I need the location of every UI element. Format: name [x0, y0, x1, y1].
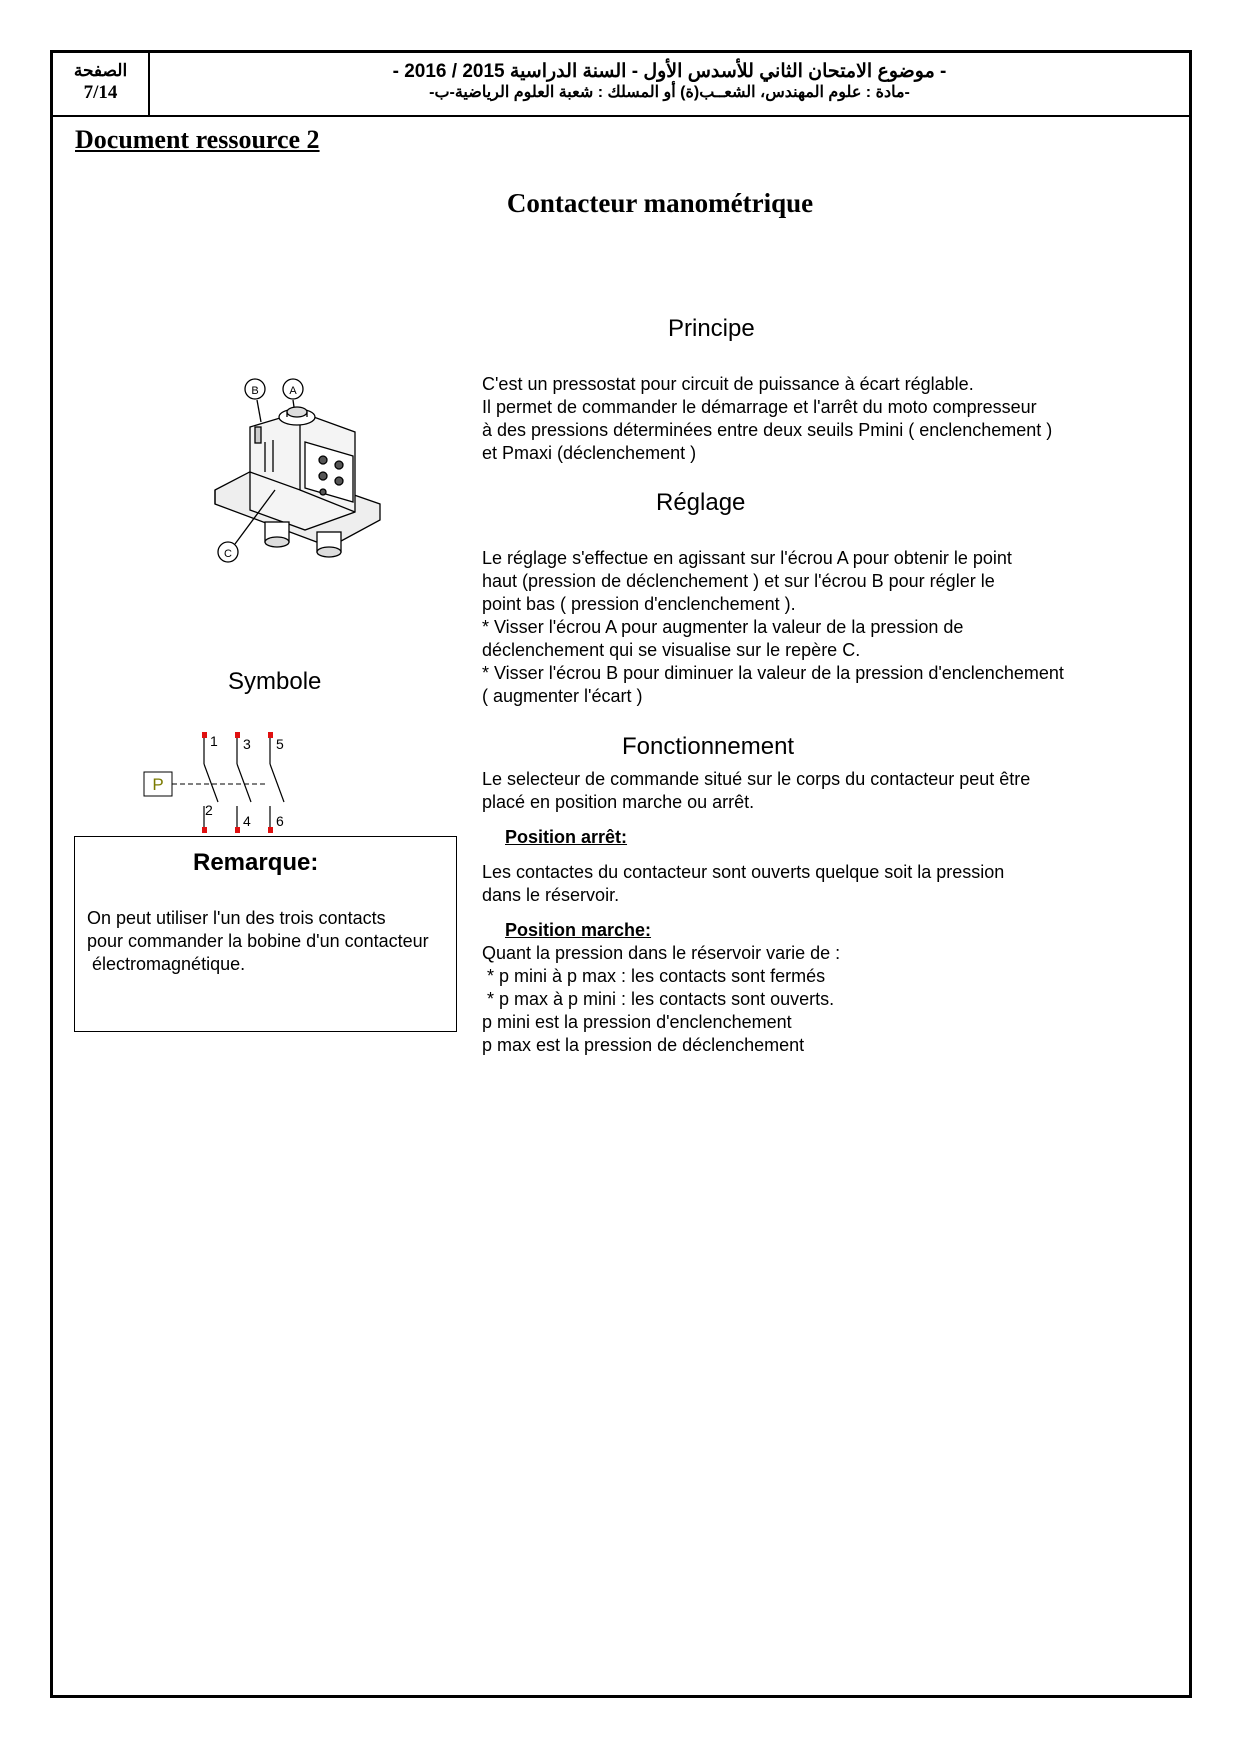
terminal-6: 6	[276, 813, 284, 829]
terminal-5-mark	[268, 732, 273, 738]
exam-title-line1: - موضوع الامتحان الثاني للأسدس الأول - السنة الدراسية 2015 / 2016 -	[392, 61, 947, 82]
page-number: 7/14	[83, 82, 118, 103]
reglage-text: Le réglage s'effectue en agissant sur l'écrou A pour obtenir le point haut (pression de déclenchement ) et sur l'écrou B pour régler le point bas ( pression d'enclenchement ). * Visser l'écrou A pour augmenter la valeur de la pression de déclenchement qui se visualise sur le repère C. * Visser l'écrou B pour diminuer la valeur de la pression d'enclenchement ( augmenter l'écart )	[482, 548, 1064, 706]
exam-title-line2: -مادة : علوم المهندس، الشعــب(ة) أو المسلك : شعبة العلوم الرياضية-ب-	[429, 84, 910, 101]
main-title: Contacteur manométrique	[506, 188, 814, 218]
document-title: Document ressource 2	[75, 125, 320, 154]
terminal-6-mark	[268, 827, 273, 833]
terminal-5: 5	[276, 736, 284, 752]
label-a: A	[289, 385, 297, 397]
fonctionnement-heading: Fonctionnement	[622, 733, 795, 760]
terminal-2-mark	[202, 827, 207, 833]
page-header	[53, 53, 1189, 117]
terminal-3-mark	[235, 732, 240, 738]
terminal-1-mark	[202, 732, 207, 738]
terminal-4: 4	[243, 813, 251, 829]
pressure-switch-symbol	[140, 730, 300, 835]
fonctionnement-intro: Le selecteur de commande situé sur le corps du contacteur peut être placé en position marche ou arrêt.	[482, 769, 1031, 812]
terminal-4-mark	[235, 827, 240, 833]
exam-title	[150, 53, 1189, 115]
position-arret-heading: Position arrêt:	[505, 827, 628, 847]
remarque-box	[74, 836, 457, 1032]
remarque-heading: Remarque:	[193, 849, 319, 876]
label-c: C	[224, 548, 232, 560]
label-b: B	[251, 385, 259, 397]
symbole-heading: Symbole	[228, 668, 322, 695]
terminal-3: 3	[243, 736, 251, 752]
principe-heading: Principe	[668, 315, 755, 342]
remarque-text: On peut utiliser l'un des trois contacts pour commander la bobine d'un contacteur électromagnétique.	[87, 908, 429, 974]
position-arret-text: Les contactes du contacteur sont ouverts quelque soit la pression dans le réservoir.	[482, 862, 1005, 905]
page-label: الصفحة	[73, 61, 128, 80]
principe-text: C'est un pressostat pour circuit de puissance à écart réglable. Il permet de commander le démarrage et l'arrêt du moto compresseur à des pressions déterminées entre deux seuils Pmini ( enclenchement ) et Pmaxi (déclenchement )	[482, 374, 1053, 463]
terminal-1: 1	[210, 733, 218, 749]
p-label: P	[152, 775, 164, 794]
position-marche-text: Quant la pression dans le réservoir varie de : * p mini à p max : les contacts sont fermés * p max à p mini : les contacts sont ouverts. p mini est la pression d'enclenchement p max est la pression de déclenchement	[482, 943, 841, 1055]
page-number-box	[53, 53, 150, 115]
reglage-heading: Réglage	[656, 489, 746, 516]
terminal-2: 2	[205, 802, 213, 818]
pressure-switch-illustration	[205, 372, 390, 590]
position-marche-heading: Position marche:	[505, 920, 652, 940]
